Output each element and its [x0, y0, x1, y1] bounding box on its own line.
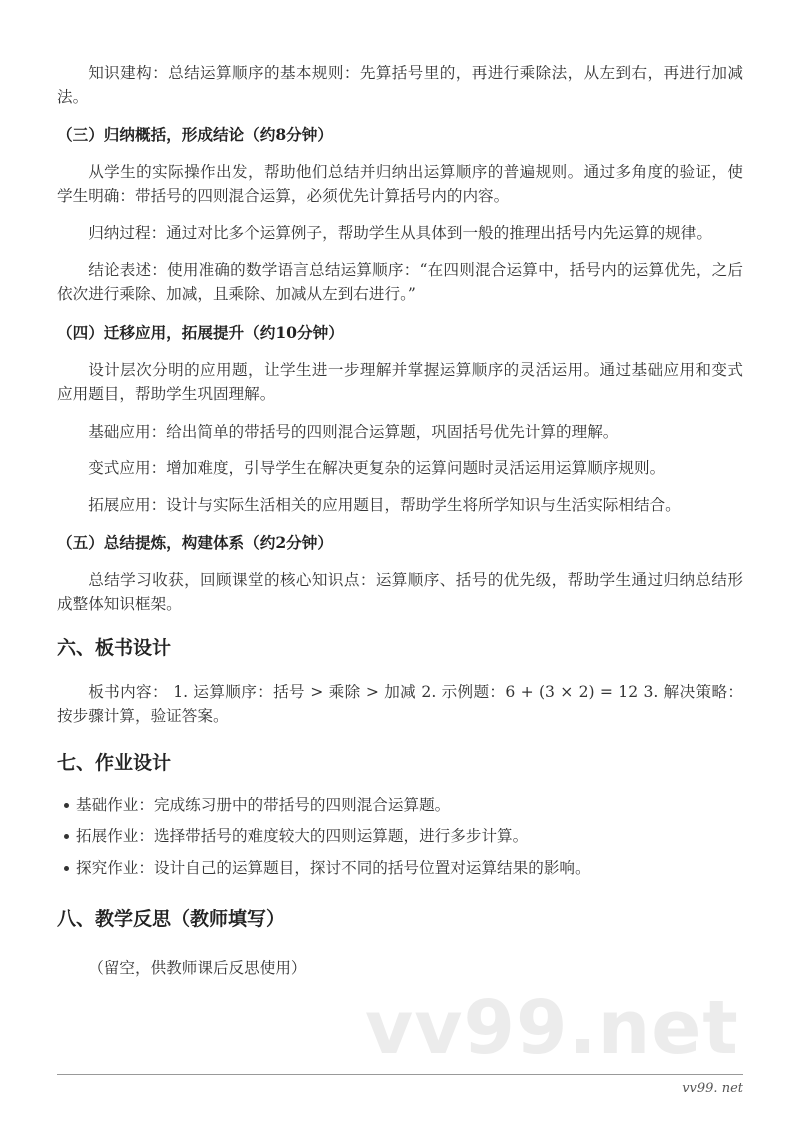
homework-item: 拓展作业：选择带括号的难度较大的四则运算题，进行多步计算。 — [76, 824, 528, 848]
footer-text: vv99. net — [682, 1081, 743, 1096]
homework-item: 探究作业：设计自己的运算题目，探讨不同的括号位置对运算结果的影响。 — [76, 856, 591, 880]
paragraph-knowledge: 知识建构：总结运算顺序的基本规则：先算括号里的，再进行乘除法，从左到右，再进行加减法。 — [57, 64, 743, 106]
subheading-3: （三）归纳概括，形成结论（约8分钟） — [57, 125, 333, 144]
paragraph: 结论表述：使用准确的数学语言总结运算顺序：“在四则混合运算中，括号内的运算优先，之后依次进行乘除、加减，且乘除、加减从左到右进行。” — [57, 261, 743, 303]
homework-item: 基础作业：完成练习册中的带括号的四则混合运算题。 — [76, 793, 450, 817]
paragraph: 从学生的实际操作出发，帮助他们总结并归纳出运算顺序的普遍规则。通过多角度的验证，使学生明确：带括号的四则混合运算，必须优先计算括号内的内容。 — [57, 163, 743, 205]
blackboard-content: 板书内容： 1. 运算顺序：括号 > 乘除 > 加减 2. 示例题：6 + (3 × 2) = 12 3. 解决策略：按步骤计算，验证答案。 — [57, 683, 743, 725]
paragraph: 基础应用：给出简单的带括号的四则混合运算题，巩固括号优先计算的理解。 — [88, 423, 619, 441]
paragraph: 设计层次分明的应用题，让学生进一步理解并掌握运算顺序的灵活运用。通过基础应用和变式应用题目，帮助学生巩固理解。 — [57, 361, 743, 403]
subheading-4: （四）迁移应用，拓展提升（约10分钟） — [57, 323, 344, 342]
paragraph: 拓展应用：设计与实际生活相关的应用题目，帮助学生将所学知识与生活实际相结合。 — [88, 496, 681, 514]
reflection-note: （留空，供教师课后反思使用） — [88, 959, 307, 977]
paragraph: 变式应用：增加难度，引导学生在解决更复杂的运算问题时灵活运用运算顺序规则。 — [88, 459, 666, 477]
subheading-5: （五）总结提炼，构建体系（约2分钟） — [57, 533, 333, 552]
footer-divider — [57, 1074, 743, 1075]
section-7-heading: 七、作业设计 — [57, 752, 172, 774]
paragraph: 总结学习收获，回顾课堂的核心知识点：运算顺序、括号的优先级，帮助学生通过归纳总结形成整体知识框架。 — [57, 571, 743, 613]
section-8-heading: 八、教学反思（教师填写） — [57, 908, 286, 930]
watermark: vv99.net — [365, 985, 739, 1071]
section-6-heading: 六、板书设计 — [57, 637, 172, 659]
paragraph: 归纳过程：通过对比多个运算例子，帮助学生从具体到一般的推理出括号内先运算的规律。 — [88, 224, 712, 242]
